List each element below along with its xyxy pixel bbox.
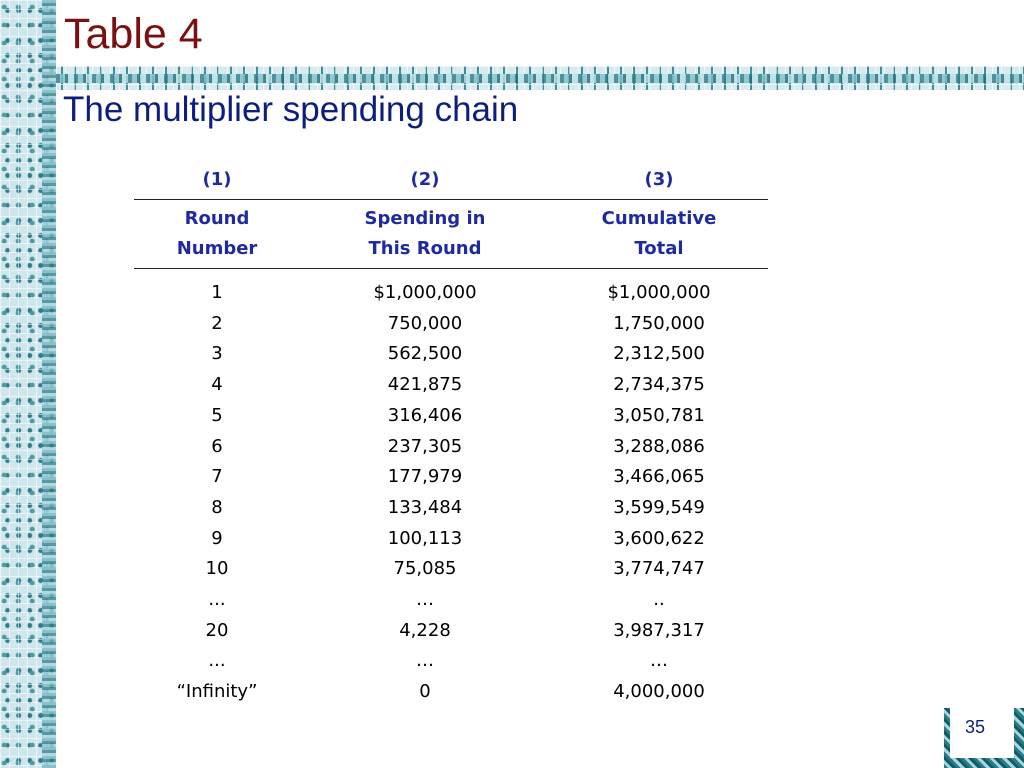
table-row (134, 432, 768, 463)
cell-spending: 316,406 (387, 404, 463, 426)
cell-cumulative: … (650, 650, 668, 672)
table-row (134, 554, 768, 585)
header-line: This Round (368, 238, 482, 259)
header-line: Round (184, 208, 250, 229)
cell-spending: 75,085 (393, 558, 457, 580)
column-number: (2) (300, 163, 550, 200)
table-row (134, 462, 768, 493)
cell-round: 9 (211, 527, 223, 549)
table-row (134, 616, 768, 647)
cell-round: 10 (205, 558, 229, 580)
cell-spending: … (416, 589, 434, 611)
table-row (134, 524, 768, 555)
slide-title: Table 4 (64, 10, 203, 58)
cell-spending: 750,000 (387, 312, 463, 334)
cell-cumulative: 2,734,375 (613, 374, 705, 396)
column-number: (1) (134, 163, 300, 200)
cell-cumulative: .. (653, 589, 665, 611)
title-decorative-band (56, 66, 1024, 90)
cell-cumulative: 2,312,500 (613, 343, 705, 365)
table-row (134, 646, 768, 677)
cell-round: 20 (205, 619, 229, 641)
cell-spending: 4,228 (399, 619, 451, 641)
cell-round: 7 (211, 466, 223, 488)
cell-spending: 177,979 (387, 466, 463, 488)
cell-spending: 100,113 (387, 527, 463, 549)
cell-spending: 0 (419, 681, 431, 703)
cell-cumulative: 3,599,549 (613, 496, 705, 518)
table-row (134, 677, 768, 708)
column-number: (3) (550, 163, 768, 200)
slide-subtitle: The multiplier spending chain (63, 90, 519, 129)
header-line: Cumulative (601, 208, 717, 229)
multiplier-table (134, 163, 768, 708)
column-header-row (134, 200, 768, 269)
cell-round: 4 (211, 374, 223, 396)
header-round-number (134, 200, 300, 269)
cell-round: 2 (211, 312, 223, 334)
cell-cumulative: 3,987,317 (613, 619, 705, 641)
cell-cumulative: 1,750,000 (613, 312, 705, 334)
cell-spending: $1,000,000 (373, 282, 477, 303)
cell-round: 1 (211, 282, 223, 303)
header-line: Number (176, 238, 258, 259)
table-row (134, 339, 768, 370)
cell-round: “Infinity” (176, 681, 258, 703)
cell-cumulative: $1,000,000 (607, 282, 711, 303)
cell-spending: 237,305 (387, 435, 463, 457)
table-row (134, 401, 768, 432)
cell-cumulative: 3,600,622 (613, 527, 705, 549)
header-line: Total (634, 238, 684, 259)
cell-cumulative: 3,466,065 (613, 466, 705, 488)
table-row (134, 370, 768, 401)
cell-cumulative: 3,050,781 (613, 404, 705, 426)
cell-cumulative: 4,000,000 (613, 681, 705, 703)
table-row (134, 269, 768, 309)
cell-round: 3 (211, 343, 223, 365)
table-row (134, 493, 768, 524)
cell-spending: 133,484 (387, 496, 463, 518)
cell-round: 6 (211, 435, 223, 457)
header-line: Spending in (364, 208, 486, 229)
left-decorative-strip (0, 0, 56, 768)
column-number-row (134, 163, 768, 200)
cell-cumulative: 3,288,086 (613, 435, 705, 457)
cell-round: 8 (211, 496, 223, 518)
cell-spending: 421,875 (387, 374, 463, 396)
header-spending-in-round (300, 200, 550, 269)
cell-round: ... (208, 589, 226, 611)
cell-round: ... (208, 650, 226, 672)
cell-cumulative: 3,774,747 (613, 558, 705, 580)
cell-spending: 562,500 (387, 343, 463, 365)
cell-round: 5 (211, 404, 223, 426)
page-number: 35 (965, 717, 986, 737)
table-row (134, 309, 768, 340)
header-cumulative-total (550, 200, 768, 269)
table-row (134, 585, 768, 616)
cell-spending: … (416, 650, 434, 672)
